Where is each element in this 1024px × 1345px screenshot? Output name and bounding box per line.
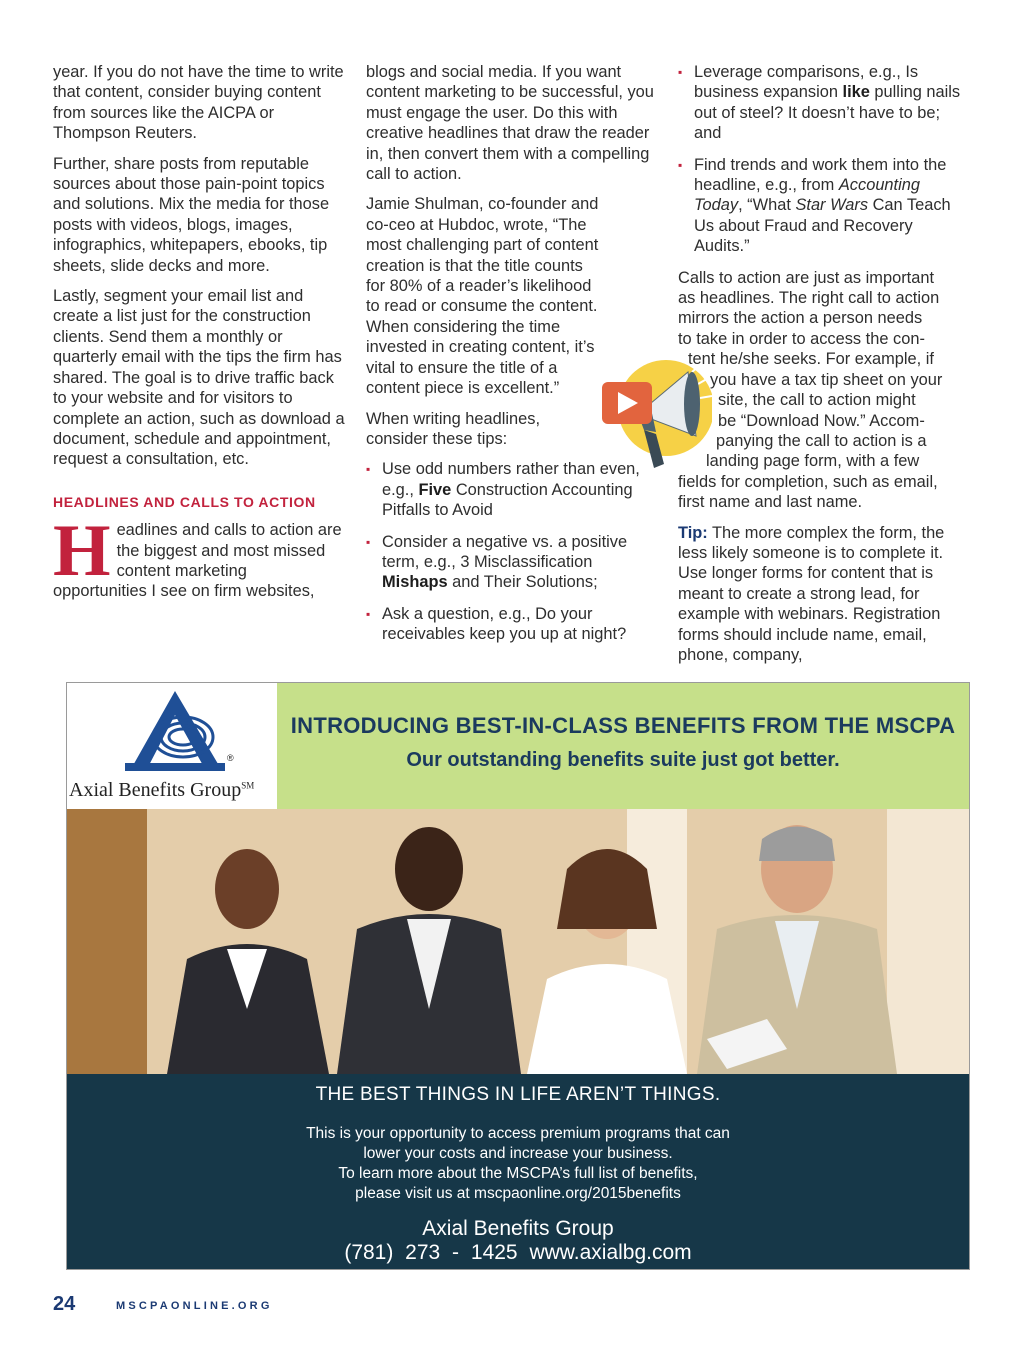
drop-cap: H bbox=[53, 510, 111, 593]
axial-logo-icon bbox=[125, 687, 235, 773]
tips-list-continued bbox=[678, 62, 970, 257]
tips-list bbox=[366, 459, 658, 644]
bullet-icon: ▪ bbox=[678, 157, 683, 172]
paragraph: Jamie Shulman, co-founder and co-ceo at Hubdoc, wrote, “The most challenging part of content creation is that the title counts for 80% of a reader’s likelihood to read or consume the content. When considering the time invested in creating content, it’s vital to ensure the title of a content piece is excellent.” bbox=[366, 195, 599, 398]
column-3 bbox=[678, 62, 970, 675]
list-item: ▪ Find trends and work them into the headline, e.g., from Accounting Today, “What Star Wars Can Teach Us about Fraud and Recovery Audits.” bbox=[678, 155, 951, 256]
list-item: ▪ Use odd numbers rather than even, e.g., Five Construction Accounting Pitfalls to Avoid bbox=[366, 460, 640, 520]
ad-company-name: Axial Benefits Group bbox=[422, 1217, 614, 1240]
paragraph: Calls to action are just as important as headlines. The right call to action mirrors the action a person needs to take in order to access the con- tent he/she seeks. For example, if you have a tax tip sheet on your site, the call to action might be “Download Now.” Accom- panying the call to action is a landing page form, with a few fields for completion, such as email, first name and last name. bbox=[678, 268, 943, 512]
ad-subtitle: Our outstanding benefits suite just got better. bbox=[406, 749, 840, 771]
section-heading: HEADLINES AND CALLS TO ACTION bbox=[53, 493, 316, 510]
ad-header-band bbox=[277, 683, 969, 809]
play-icon bbox=[602, 382, 652, 424]
registered-mark: ® bbox=[227, 753, 234, 763]
axial-logo bbox=[67, 683, 277, 809]
paragraph: blogs and social media. If you want content marketing to be successful, you must engage the user. Do this with creative headlines that draw the reader in, then convert them with a compelling call to action. bbox=[366, 63, 654, 184]
ad-contact-info: (781) 273 - 1425 www.axialbg.com bbox=[344, 1241, 692, 1264]
column-1 bbox=[53, 62, 345, 602]
paragraph: When writing headlines, consider these tips: bbox=[366, 409, 541, 448]
site-url: MSCPAONLINE.ORG bbox=[116, 1300, 273, 1312]
paragraph: Tip: The more complex the form, the less likely someone is to complete it. Use longer forms for content that is meant to create a strong lead, for example with webinars. Registration forms should include name, email, phone, company, bbox=[678, 523, 945, 664]
ad-body-line: lower your costs and increase your business. bbox=[363, 1145, 673, 1162]
paragraph-text: eadlines and calls to action are the biggest and most missed content marketing opportunities I see on firm websites, bbox=[53, 521, 342, 601]
ad-title: INTRODUCING BEST-IN-CLASS BENEFITS FROM THE MSCPA bbox=[290, 713, 956, 738]
bullet-icon: ▪ bbox=[366, 534, 371, 549]
ad-tagline: THE BEST THINGS IN LIFE AREN’T THINGS. bbox=[315, 1084, 721, 1105]
ad-body-line: To learn more about the MSCPA’s full list of benefits, bbox=[338, 1165, 698, 1182]
list-item: ▪ Leverage comparisons, e.g., Is business expansion like pulling nails out of steel? It doesn’t have to be; and bbox=[678, 63, 961, 143]
tip-label: Tip: bbox=[678, 523, 708, 542]
ad-info-band bbox=[67, 1074, 969, 1269]
photo-illustration bbox=[67, 809, 969, 1074]
logo-text: Axial Benefits Group℠ bbox=[69, 779, 255, 801]
paragraph: Further, share posts from reputable sources about those pain-point topics and solutions. Mix the media for those posts with videos, blogs, images, infographics, whitepapers, ebooks, tip sheets, slide decks and more. bbox=[53, 154, 330, 275]
intro-paragraph bbox=[53, 510, 345, 602]
ad-body-line: This is your opportunity to access premium programs that can bbox=[306, 1125, 730, 1142]
business-team-photo bbox=[67, 809, 969, 1074]
list-item: ▪ Consider a negative vs. a positive term, e.g., 3 Misclassification Mishaps and Their Solutions; bbox=[366, 532, 628, 592]
bullet-icon: ▪ bbox=[678, 65, 683, 79]
paragraph: Lastly, segment your email list and create a list just for the construction clients. Send them a monthly or quarterly email with the tips the firm has shared. The goal is to drive traffic back to your website and for visitors to complete an action, such as download a document, schedule and appointment, request a consultation, etc. bbox=[53, 287, 345, 469]
bullet-icon: ▪ bbox=[366, 606, 371, 621]
bullet-icon: ▪ bbox=[366, 462, 371, 477]
advertisement bbox=[66, 682, 970, 1270]
paragraph: year. If you do not have the time to write that content, consider buying content from sources like the AICPA or Thompson Reuters. bbox=[53, 63, 344, 143]
list-item: ▪ Ask a question, e.g., Do your receivables keep you up at night? bbox=[366, 604, 627, 644]
page-number: 24 bbox=[53, 1293, 76, 1315]
ad-body-line: please visit us at mscpaonline.org/2015benefits bbox=[355, 1185, 681, 1202]
